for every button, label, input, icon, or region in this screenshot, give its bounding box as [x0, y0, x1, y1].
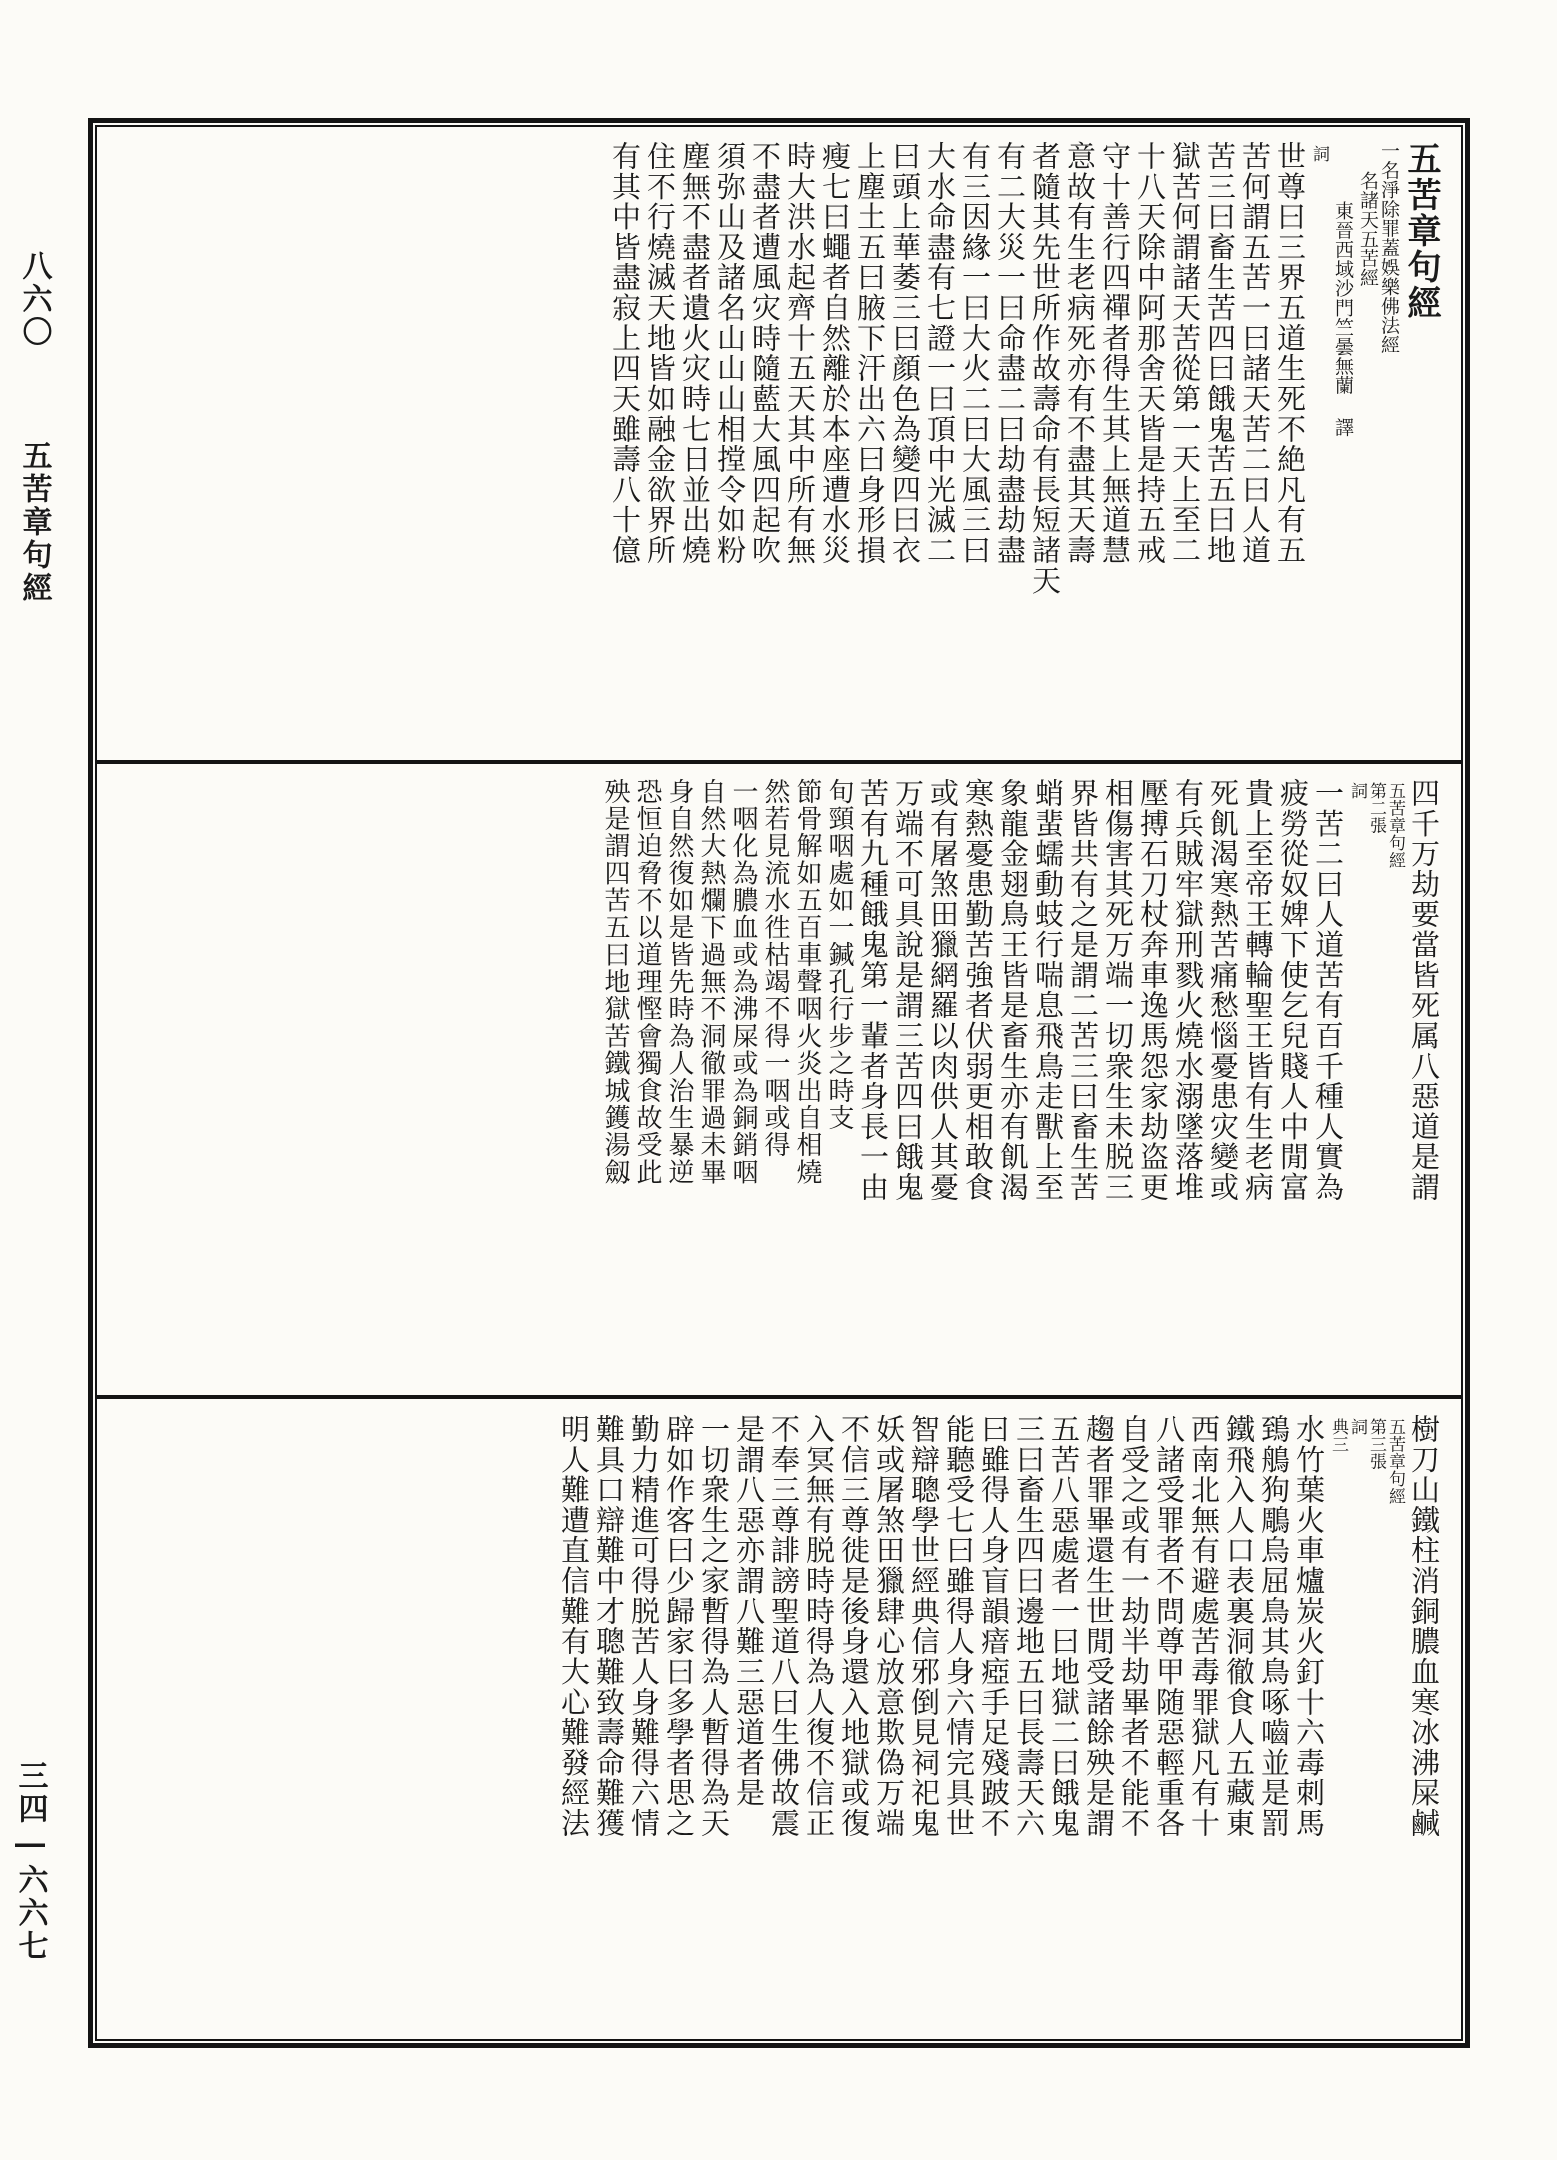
body-column: 恐恒迫脅不以道理慳會獨食故受此 — [632, 778, 662, 1186]
body-column: 節骨解如五百車聲咽火炎出自相燒 — [792, 778, 822, 1186]
body-column: 苦有九種餓鬼第一輩者身長一由 — [856, 778, 890, 1203]
title-annotation-group — [1357, 141, 1399, 755]
body-column: 上塵土五曰腋下汗出六曰身形損 — [853, 141, 887, 566]
body-column: 万端不可具說是謂三苦四曰餓鬼 — [891, 778, 925, 1203]
body-column: 旬頸咽處如一鍼孔行步之時支 — [824, 778, 854, 1132]
text-band-1 — [105, 135, 1455, 755]
body-column: 一咽化為膿血或為沸屎或為銅銷咽 — [728, 778, 758, 1186]
body-column: 不信三尊徙是後身還入地獄或復 — [837, 1414, 871, 1839]
body-column: 殃是謂四苦五曰地獄苦鐵城鑊湯劔 — [600, 778, 630, 1186]
body-column: 塵無不盡者遺火灾時七日並出燒 — [678, 141, 712, 566]
band-3-header-note: 五苦章句經 — [1385, 1418, 1405, 1505]
body-column: 明人難遭直信難有大心難發經法 — [557, 1414, 591, 1839]
body-column: 或有屠煞田獵網羅以肉供人其憂 — [926, 778, 960, 1203]
translator-line: 東晉西域沙門竺曇無蘭 譯 — [1332, 201, 1354, 437]
body-column: 意故有生老病死亦有不盡其天壽 — [1063, 141, 1097, 566]
body-column: 守十善行四禪者得生其上無道慧 — [1098, 141, 1132, 566]
body-column: 鐵飛入人口表裏洞徹食人五藏東 — [1222, 1414, 1256, 1839]
body-column: 死飢渴寒熱苦痛愁惱憂患灾變或 — [1206, 778, 1240, 1203]
body-column: 五苦八惡處者一曰地獄二曰餓鬼 — [1047, 1414, 1081, 1839]
body-column: 是謂八惡亦謂八難三惡道者是 — [732, 1414, 766, 1808]
body-column: 不盡者遭風灾時隨藍大風四起吹 — [748, 141, 782, 566]
book-title-left: 五苦章句經 — [16, 440, 52, 605]
body-column: 一苦二曰人道苦有百千種人實為 — [1311, 778, 1345, 1203]
body-column: 有三因緣一曰大火二曰大風三曰 — [958, 141, 992, 566]
body-column: 寒熱憂患勤苦強者伏弱更相敢食 — [961, 778, 995, 1203]
body-column: 三曰畜生四曰邊地五曰長壽天六 — [1012, 1414, 1046, 1839]
body-column: 者隨其先世所作故壽命有長短諸天 — [1028, 141, 1062, 596]
body-column: 世尊曰三界五道生死不絶凡有五 — [1273, 141, 1307, 566]
band-3-mark-2: 典三 — [1328, 1418, 1348, 1453]
body-column: 趨者罪畢還生世閒受諸餘殃是謂 — [1082, 1414, 1116, 1839]
text-band-3 — [105, 1408, 1455, 2030]
title-note-2: 名諸天五苦經 — [1357, 171, 1379, 288]
body-column: 疲勞從奴婢下使乞兒賤人中閒富 — [1276, 778, 1310, 1203]
body-column: 智辯聰學世經典信邪倒見祠祀鬼 — [907, 1414, 941, 1839]
body-column: 能聽受七曰雖得人身六情完具世 — [942, 1414, 976, 1839]
body-column: 曰頭上華萎三曰顔色為變四曰衣 — [888, 141, 922, 566]
body-column: 妖或屠煞田獵肆心放意欺偽万端 — [872, 1414, 906, 1839]
body-column: 自受之或有一劫半劫畢者不能不 — [1117, 1414, 1151, 1839]
band-3-mark: 詞 — [1347, 1418, 1367, 1436]
band-2-header-group — [1347, 778, 1404, 1384]
body-column: 樹刀山鐵柱消銅膿血寒冰沸屎鹹 — [1407, 1414, 1441, 1839]
band-1-mark: 詞 — [1309, 145, 1329, 163]
body-column: 大水命盡有七證一曰頂中光滅二 — [923, 141, 957, 566]
title-note-1: 一名淨除罪蓋娛樂佛法經 — [1378, 141, 1400, 355]
body-column: 入冥無有脱時時得為人復不信正 — [802, 1414, 836, 1839]
body-column: 有其中皆盡寂上四天雖壽八十億 — [608, 141, 642, 566]
body-column: 須弥山及諸名山山山相摚令如粉 — [713, 141, 747, 566]
body-column: 四千万劫要當皆死属八惡道是謂 — [1407, 778, 1441, 1203]
body-column: 然若見流水徃枯竭不得一咽或得 — [760, 778, 790, 1159]
body-column: 辟如作客曰少歸家曰多學者思之 — [662, 1414, 696, 1839]
left-margin — [0, 0, 88, 2160]
body-column: 自然大熱爛下過無不洞徹罪過未畢 — [696, 778, 726, 1186]
body-column: 貴上至帝王轉輪聖王皆有生老病 — [1241, 778, 1275, 1203]
body-column: 西南北無有避處苦毒罪獄凡有十 — [1187, 1414, 1221, 1839]
page-number-top: 八六〇 — [16, 250, 52, 349]
body-column: 蛸蜚蠕動蚑行喘息飛鳥走獸上至 — [1031, 778, 1065, 1203]
body-column: 不奉三尊誹謗聖道八曰生佛故震 — [767, 1414, 801, 1839]
body-column: 難具口辯難中才聰難致壽命難獲 — [592, 1414, 626, 1839]
body-column: 身自然復如是皆先時為人治生暴逆 — [664, 778, 694, 1186]
band-divider-2 — [95, 1395, 1463, 1399]
body-column: 相傷害其死万端一切衆生未脱三 — [1101, 778, 1135, 1203]
body-column: 壓搏石刀杖奔車逸馬怨家劫盗更 — [1136, 778, 1170, 1203]
body-column: 有二大災一曰命盡二曰劫盡劫盡 — [993, 141, 1027, 566]
body-column: 獄苦何謂諸天苦從第一天上至二 — [1168, 141, 1202, 566]
body-column: 界皆共有之是謂二苦三曰畜生苦 — [1066, 778, 1100, 1203]
body-column: 鵄鵃狗鵰烏屈鳥其鳥啄嚙並是罰 — [1257, 1414, 1291, 1839]
body-column: 八諸受罪者不問尊甲随惡輕重各 — [1152, 1414, 1186, 1839]
band-divider-1 — [95, 760, 1463, 764]
body-column: 苦何謂五苦一曰諸天苦二曰人道 — [1238, 141, 1272, 566]
body-column: 瘦七曰蠅者自然離於本座遭水災 — [818, 141, 852, 566]
body-column: 勤力精進可得脱苦人身難得六情 — [627, 1414, 661, 1839]
body-column: 水竹葉火車爐炭火釘十六毒刺馬 — [1292, 1414, 1326, 1839]
sutra-title: 五苦章句經 — [1401, 141, 1441, 322]
body-column: 苦三曰畜生苦四曰餓鬼苦五曰地 — [1203, 141, 1237, 566]
body-column: 有兵賊牢獄刑戮火燒水溺墜落堆 — [1171, 778, 1205, 1203]
band-2-mark: 詞 — [1347, 782, 1367, 800]
band-2-sheet-number: 第二張 — [1366, 782, 1386, 835]
body-column: 象龍金翅鳥王皆是畜生亦有飢渴 — [996, 778, 1030, 1203]
band-2-header-note: 五苦章句經 — [1385, 782, 1405, 869]
band-3-sheet-number: 第三張 — [1366, 1418, 1386, 1471]
body-column: 十八天除中阿那舍天皆是持五戒 — [1133, 141, 1167, 566]
body-column: 一切衆生之家暫得為人暫得為天 — [697, 1414, 731, 1839]
band-3-header-group — [1328, 1414, 1404, 2030]
page-number-bottom: 三四―六六七 — [12, 1760, 48, 1963]
text-band-2 — [105, 772, 1455, 1384]
body-column: 住不行燒滅天地皆如融金欲界所 — [643, 141, 677, 566]
body-column: 時大洪水起齊十五天其中所有無 — [783, 141, 817, 566]
body-column: 曰雖得人身盲韻瘖瘂手足殘跛不 — [977, 1414, 1011, 1839]
